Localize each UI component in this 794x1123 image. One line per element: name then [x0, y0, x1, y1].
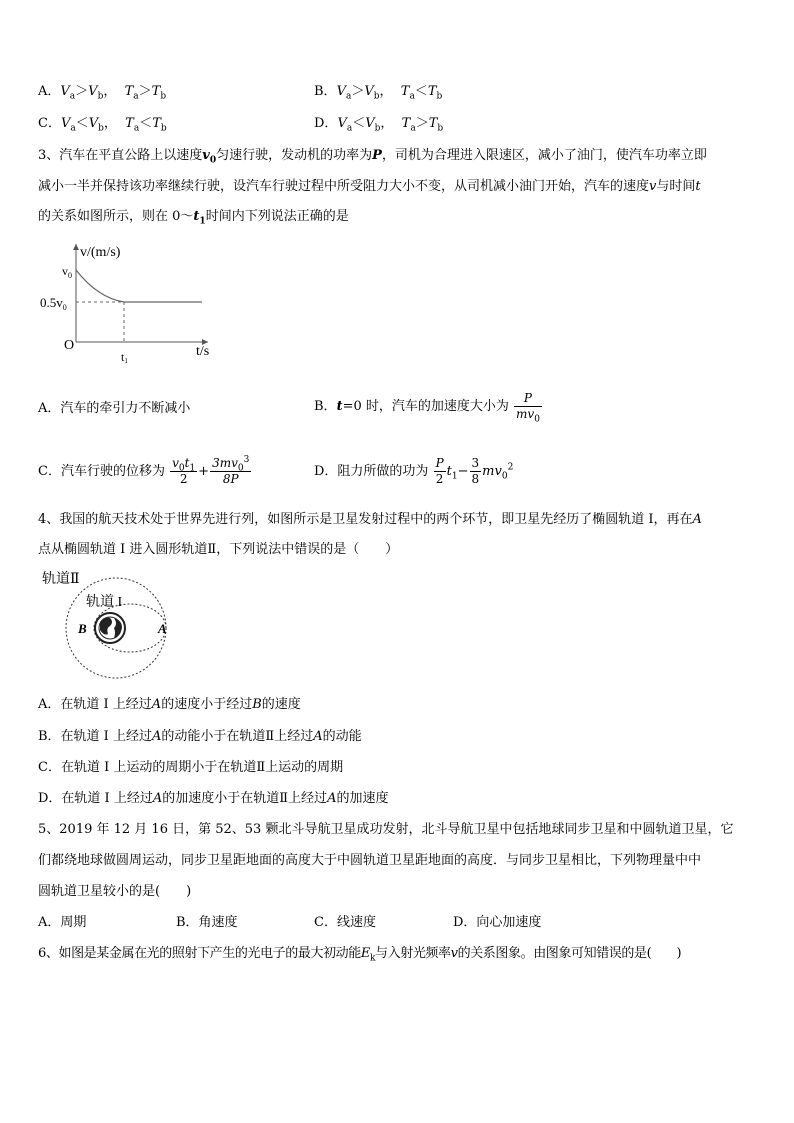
q3-graph-v0-label: $v_0$	[62, 264, 72, 280]
q3-vt-graph	[36, 238, 226, 368]
q4-orbit1-label: 轨道 I	[86, 595, 123, 610]
q3-stem-line3: 的关系如图所示，则在 $0\sim t_1$时间内下列说法正确的是	[38, 209, 349, 227]
q3-graph-xlabel: t/s	[196, 344, 210, 359]
q2-option-b: B．$V_a>V_b$， $T_a<T_b$	[314, 84, 443, 102]
earth-icon	[95, 613, 125, 643]
q4-orbit-diagram	[36, 566, 186, 686]
q3-option-c-fraction2: $\frac{3mv_0^3}{8P}$	[212, 455, 250, 486]
q3-option-c: C．汽车行驶的位移为 $\frac{v_0t_1}{2}$ + $\frac{3mv_0^3}{8P}$	[38, 455, 250, 486]
q5-stem-line3: 圆轨道卫星较小的是( )	[38, 884, 192, 899]
q5-option-d: D．向心加速度	[453, 915, 542, 930]
q3-option-d: D．阻力所做的功为 $\frac{P}{2}$ $t_1-$ $\frac{3}{8}$ $mv_0^2$	[314, 456, 514, 486]
q3-stem-line1: 3、汽车在平直公路上以速度$v_0$匀速行驶，发动机的功率为P，司机为合理进入限速区，减小了油门，使汽车功率立即	[38, 148, 707, 166]
q3-graph-origin: O	[64, 338, 75, 353]
q3-option-b: B．t=0 时，汽车的加速度大小为 $\frac{P}{mv_0}$	[314, 391, 540, 425]
q3-option-b-fraction: $\frac{P}{mv_0}$	[516, 391, 540, 425]
q4-point-a: A	[158, 621, 167, 636]
q4-point-b: B	[78, 621, 87, 636]
q5-stem-line2: 们都绕地球做圆周运动，同步卫星距地面的高度大于中圆轨道卫星距地面的高度．与同步卫星相比，下列物理量中中	[38, 853, 702, 868]
q3-stem-line2: 减小一半并保持该功率继续行驶，设汽车行驶过程中所受阻力大小不变，从司机减小油门开始，汽车的速度v与时间t	[38, 179, 701, 194]
q3-option-a: A．汽车的牵引力不断减小	[38, 401, 191, 416]
q4-option-a: A．在轨道 I 上经过A的速度小于经过B的速度	[38, 697, 301, 712]
q3-graph-decay-curve	[76, 270, 124, 302]
q3-option-d-fraction2: $\frac{3}{8}$	[471, 456, 480, 486]
q4-stem-line1: 4、我国的航天技术处于世界先进行列，如图所示是卫星发射过程中的两个环节，即卫星先经历了椭圆轨道 I，再在A	[38, 512, 702, 527]
q3-option-d-fraction1: $\frac{P}{2}$	[435, 456, 444, 486]
q5-option-b: B．角速度	[176, 915, 238, 930]
q2-option-c: C．$V_a<V_b$， $T_a<T_b$	[38, 116, 167, 134]
q3-option-c-fraction1: $\frac{v_0t_1}{2}$	[172, 456, 196, 486]
q5-stem-line1: 5、2019 年 12 月 16 日，第 52、53 颗北斗导航卫星成功发射，北斗导航卫星中包括地球同步卫星和中圆轨道卫星，它	[38, 822, 734, 837]
q2-option-d: D．$V_a<V_b$， $T_a>T_b$	[314, 116, 444, 134]
q4-stem-line2: 点从椭圆轨道 I 进入圆形轨道Ⅱ，下列说法中错误的是（ ）	[38, 542, 399, 557]
q4-option-c: C．在轨道 I 上运动的周期小于在轨道Ⅱ上运动的周期	[38, 760, 344, 775]
q3-graph-t1-label: t1	[121, 350, 128, 365]
q6-stem: 6、如图是某金属在光的照射下产生的光电子的最大初动能$E_k$与入射光频率v的关系图象。由图象可知错误的是( )	[38, 946, 682, 964]
q5-option-c: C．线速度	[314, 915, 376, 930]
q4-option-b: B．在轨道 I 上经过A的动能小于在轨道Ⅱ上经过A的动能	[38, 729, 362, 744]
q4-orbit2-label: 轨道Ⅱ	[42, 572, 80, 587]
q3-graph-ylabel: v/(m/s)	[80, 245, 121, 260]
q2-option-a: A．$V_a>V_b$， $T_a>T_b$	[38, 84, 167, 102]
q4-option-d: D．在轨道 I 上经过A的加速度小于在轨道Ⅱ上经过A的加速度	[38, 791, 389, 806]
q5-option-a: A．周期	[38, 915, 87, 930]
q3-graph-half-label: $0.5v_0$	[40, 295, 67, 312]
